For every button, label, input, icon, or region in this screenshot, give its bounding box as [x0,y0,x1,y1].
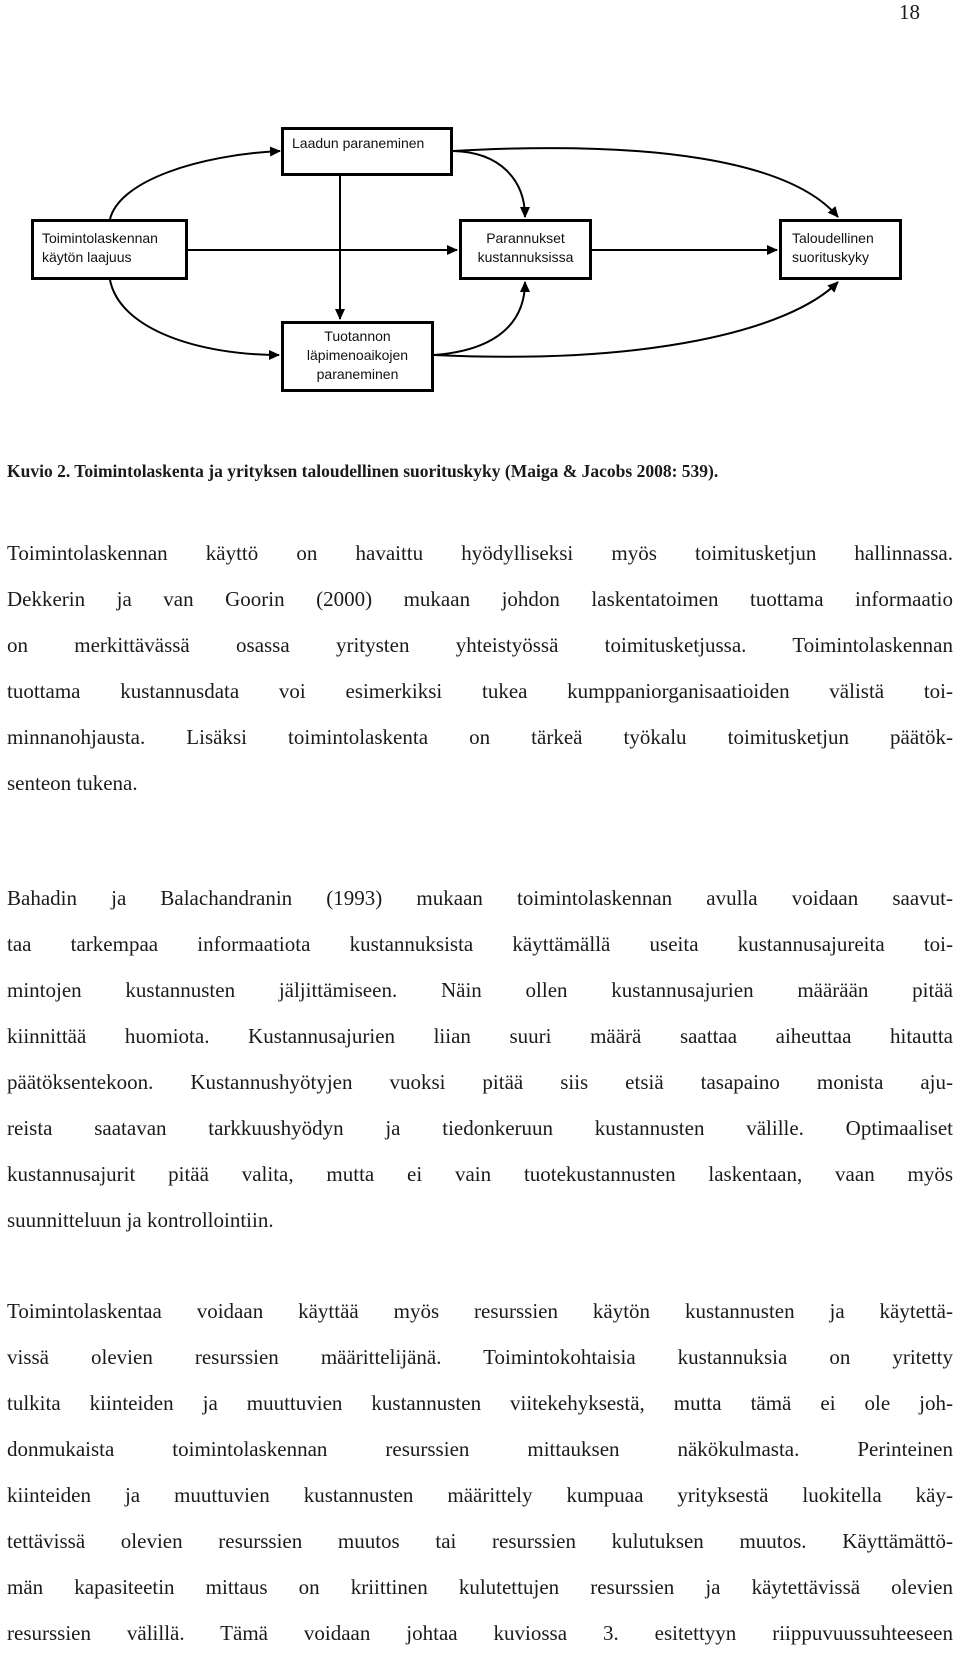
node-label: läpimenoaikojen [306,347,409,363]
text-line: minnanohjausta. Lisäksi toimintolaskenta on tärkeä työkalu toimitusketjun päätök- [7,725,953,749]
node-label: Laadun paraneminen [292,135,425,151]
paragraph-1 [7,530,953,806]
node-label: käytön laajuus [42,249,132,265]
flow-diagram [0,0,960,420]
arrow-laadun-to-parannukset [453,151,525,217]
text-line: kiinnittää huomiota. Kustannusajurien liian suuri määrä saattaa aiheuttaa hitautta [7,1024,953,1048]
node-label: Tuotannon [324,328,391,344]
arrow-laadun-to-talous [453,148,838,217]
text-line: kiinteiden ja muuttuvien kustannusten määrittely kumpuaa yrityksestä luokitella käy- [7,1483,953,1507]
node-toimintolaskennan-kaytto [31,219,188,280]
node-label: paraneminen [316,366,399,382]
node-label: Parannukset [486,230,565,246]
diagram-arrows [0,0,960,420]
text-line: vissä olevien resurssien määrittelijänä. Toimintokohtaisia kustannuksia on yritetty [7,1345,953,1369]
page-number: 18 [899,0,920,24]
node-parannukset-kustannuksissa [459,219,592,280]
text-line: päätöksentekoon. Kustannushyötyjen vuoksi pitää siis etsiä tasapaino monista aju- [7,1070,953,1094]
text-line: mintojen kustannusten jäljittämiseen. Näin ollen kustannusajurien määrään pitää [7,978,953,1002]
paragraph-2 [7,875,953,1243]
text-line: Dekkerin ja van Goorin (2000) mukaan johdon laskentatoimen tuottama informaatio [7,587,953,611]
arrow-tuotannon-to-parannukset [434,282,525,355]
arrow-toim-to-tuotannon [110,280,279,355]
node-label: Taloudellinen [792,230,874,246]
text-line: tuottama kustannusdata voi esimerkiksi tukea kumppaniorganisaatioiden välistä toi- [7,679,953,703]
arrow-toim-to-laadun [110,151,280,219]
node-label: kustannuksissa [477,249,574,265]
text-line: reista saatavan tarkkuushyödyn ja tiedonkeruun kustannusten välille. Optimaaliset [7,1116,953,1140]
text-line: taa tarkempaa informaatiota kustannuksista käyttämällä useita kustannusajureita toi- [7,932,953,956]
text-line: Bahadin ja Balachandranin (1993) mukaan toimintolaskennan avulla voidaan saavut- [7,886,953,910]
text-line: Toimintolaskennan käyttö on havaittu hyödylliseksi myös toimitusketjun hallinnassa. [7,541,953,565]
text-line: tulkita kiinteiden ja muuttuvien kustannusten viitekehyksestä, mutta tämä ei ole joh- [7,1391,953,1415]
paragraph-3 [7,1288,953,1656]
text-line: senteon tukena. [7,771,138,795]
text-line: on merkittävässä osassa yritysten yhteistyössä toimitusketjussa. Toimintolaskennan [7,633,953,657]
text-line: kustannusajurit pitää valita, mutta ei vain tuotekustannusten laskentaan, vaan myös [7,1162,953,1186]
node-label: Toimintolaskennan [42,230,158,246]
text-line: suunnitteluun ja kontrollointiin. [7,1208,274,1232]
node-label: suorituskyky [792,249,870,265]
node-tuotannon-lapimenoajat [281,321,434,392]
text-line: donmukaista toimintolaskennan resurssien mittauksen näkökulmasta. Perinteinen [7,1437,953,1461]
text-line: män kapasiteetin mittaus on kriittinen kulutettujen resurssien ja käytettävissä olevien [7,1575,953,1599]
figure-caption: Kuvio 2. Toimintolaskenta ja yrityksen taloudellinen suorituskyky (Maiga & Jacobs 2008: 539). [7,461,719,481]
text-line: resurssien välillä. Tämä voidaan johtaa kuviossa 3. esitettyyn riippuvuussuhteeseen [7,1621,953,1645]
arrow-tuotannon-to-talous [434,282,838,357]
text-line: Toimintolaskentaa voidaan käyttää myös resurssien käytön kustannusten ja käytettä- [7,1299,953,1323]
node-taloudellinen-suorituskyky [779,219,902,280]
text-line: tettävissä olevien resurssien muutos tai resurssien kulutuksen muutos. Käyttämättö- [7,1529,953,1553]
node-laadun-paraneminen [281,127,453,176]
